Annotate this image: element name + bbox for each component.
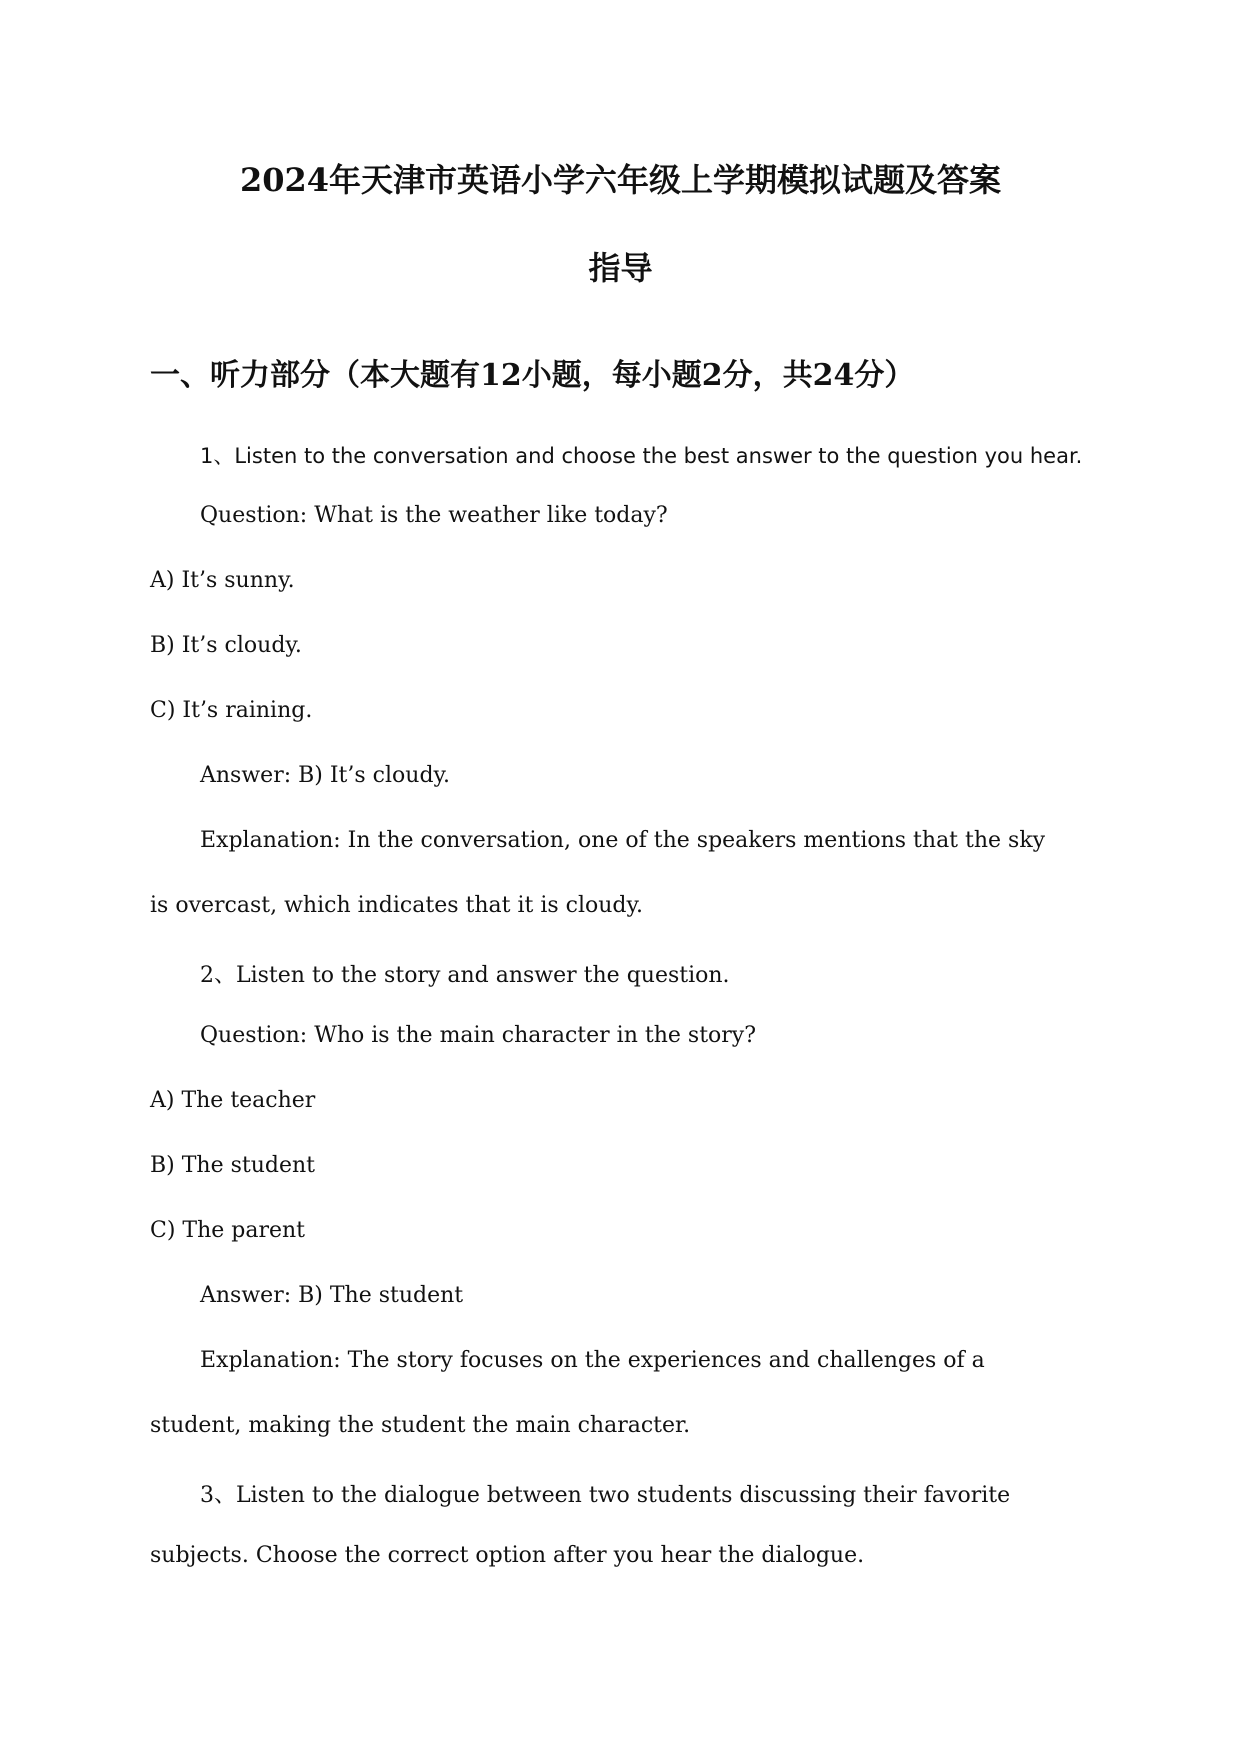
q1-prompt: 1、Listen to the conversation and choose the best answer to the question you hear. [200, 444, 1083, 468]
q2-option-c: C) The parent [150, 1218, 306, 1243]
document-title: 2024年天津市英语小学六年级上学期模拟试题及答案 [239, 161, 1002, 199]
q2-option-a: A) The teacher [150, 1088, 316, 1113]
q1-option-c: C) It’s raining. [150, 698, 313, 723]
q2-option-b: B) The student [150, 1153, 316, 1178]
q1-explanation-continued: is overcast, which indicates that it is cloudy. [150, 893, 644, 918]
q2-explanation: Explanation: The story focuses on the experiences and challenges of a [200, 1348, 985, 1373]
q1-question: Question: What is the weather like today? [200, 503, 668, 528]
section-heading-listening: 一、听力部分（本大题有12小题，每小题2分，共24分） [150, 358, 915, 393]
q1-option-a: A) It’s sunny. [150, 568, 295, 593]
document-title-continued: 指导 [588, 249, 653, 287]
q1-option-b: B) It’s cloudy. [150, 633, 302, 658]
q1-answer: Answer: B) It’s cloudy. [200, 763, 451, 788]
q1-explanation: Explanation: In the conversation, one of the speakers mentions that the sky [200, 828, 1046, 853]
q2-question: Question: Who is the main character in the story? [200, 1023, 757, 1048]
q2-explanation-continued: student, making the student the main character. [150, 1413, 691, 1438]
q2-answer: Answer: B) The student [200, 1283, 464, 1308]
q3-prompt: 3、Listen to the dialogue between two students discussing their favorite [200, 1483, 1011, 1508]
q2-prompt: 2、Listen to the story and answer the question. [200, 963, 730, 988]
q3-prompt-continued: subjects. Choose the correct option after you hear the dialogue. [150, 1543, 865, 1568]
